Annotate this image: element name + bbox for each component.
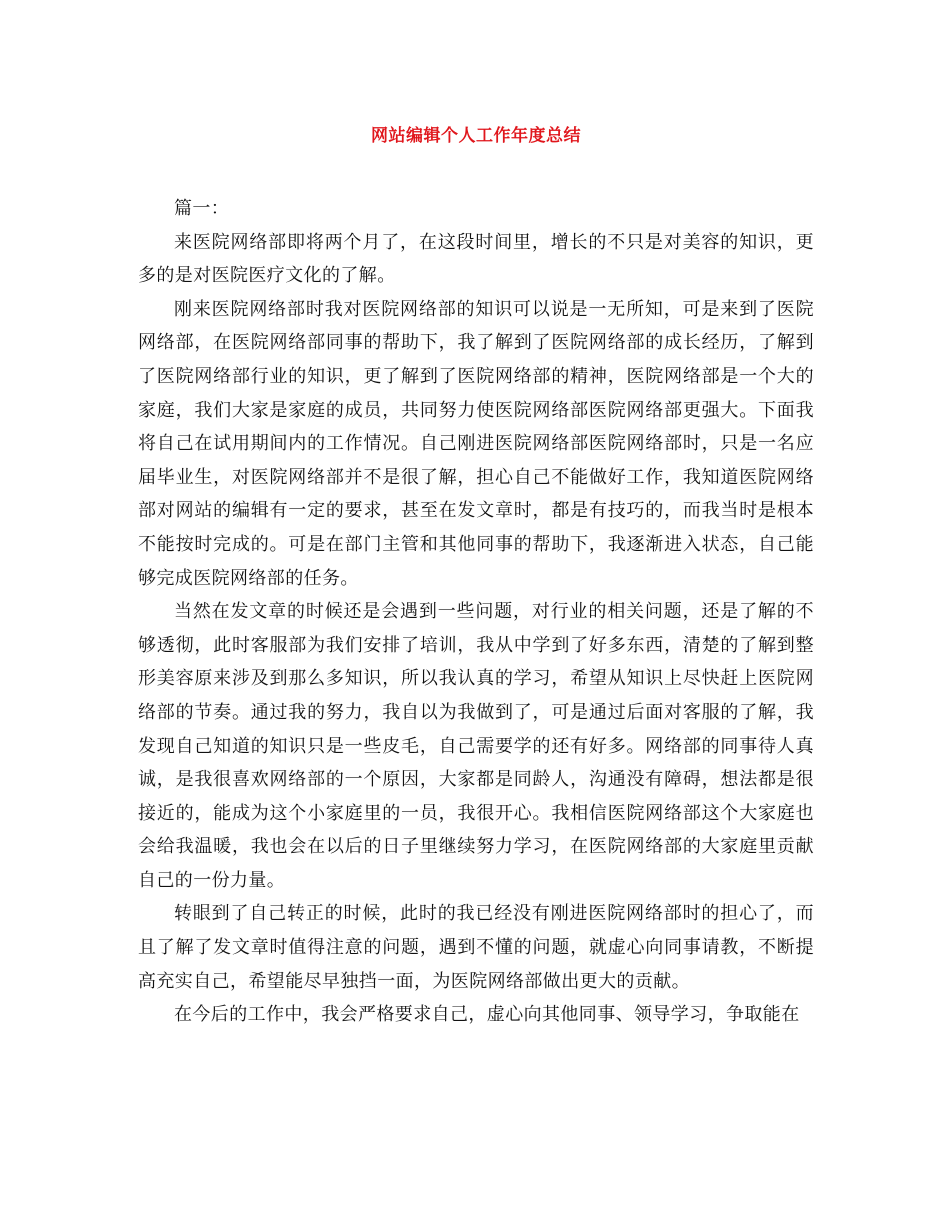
paragraph: 来医院网络部即将两个月了，在这段时间里，增长的不只是对美容的知识，更多的是对医院医疗文化的了解。 (138, 231, 814, 287)
document-title: 网站编辑个人工作年度总结 (371, 126, 581, 146)
paragraph: 在今后的工作中，我会严格要求自己，虚心向其他同事、领导学习，争取能在 (174, 1004, 800, 1026)
paragraph: 刚来医院网络部时我对医院网络部的知识可以说是一无所知，可是来到了医院网络部，在医院网络部同事的帮助下，我了解到了医院网络部的成长经历，了解到了医院网络部行业的知识，更了解到了医院网络部的精神，医院网络部是一个大的家庭，我们大家是家庭的成员，共同努力使医院网络部医院网络部更强大。下面我将自己在试用期间内的工作情况。自己刚进医院网络部医院网络部时，只是一名应届毕业生，对医院网络部并不是很了解，担心自己不能做好工作，我知道医院网络部对网站的编辑有一定的要求，甚至在发文章时，都是有技巧的，而我当时是根本不能按时完成的。可是在部门主管和其他同事的帮助下，我逐渐进入状态，自己能够完成医院网络部的任务。 (138, 298, 814, 589)
paragraph: 当然在发文章的时候还是会遇到一些问题，对行业的相关问题，还是了解的不够透彻，此时客服部为我们安排了培训，我从中学到了好多东西，清楚的了解到整形美容原来涉及到那么多知识，所以我认真的学习，希望从知识上尽快赶上医院网络部的节奏。通过我的努力，我自以为我做到了，可是通过后面对客服的了解，我发现自己知道的知识只是一些皮毛，自己需要学的还有好多。网络部的同事待人真诚，是我很喜欢网络部的一个原因，大家都是同龄人，沟通没有障碍，想法都是很接近的，能成为这个小家庭里的一员，我很开心。我相信医院网络部这个大家庭也会给我温暖，我也会在以后的日子里继续努力学习，在医院网络部的大家庭里贡献自己的一份力量。 (138, 601, 814, 891)
paragraph: 转眼到了自己转正的时候，此时的我已经没有刚进医院网络部时的担心了，而且了解了发文章时值得注意的问题，遇到不懂的问题，就虚心向同事请教，不断提高充实自己，希望能尽早独挡一面，为医院网络部做出更大的贡献。 (138, 903, 814, 992)
document-body (138, 192, 814, 1032)
paragraph-heading: 篇一： (174, 198, 230, 219)
